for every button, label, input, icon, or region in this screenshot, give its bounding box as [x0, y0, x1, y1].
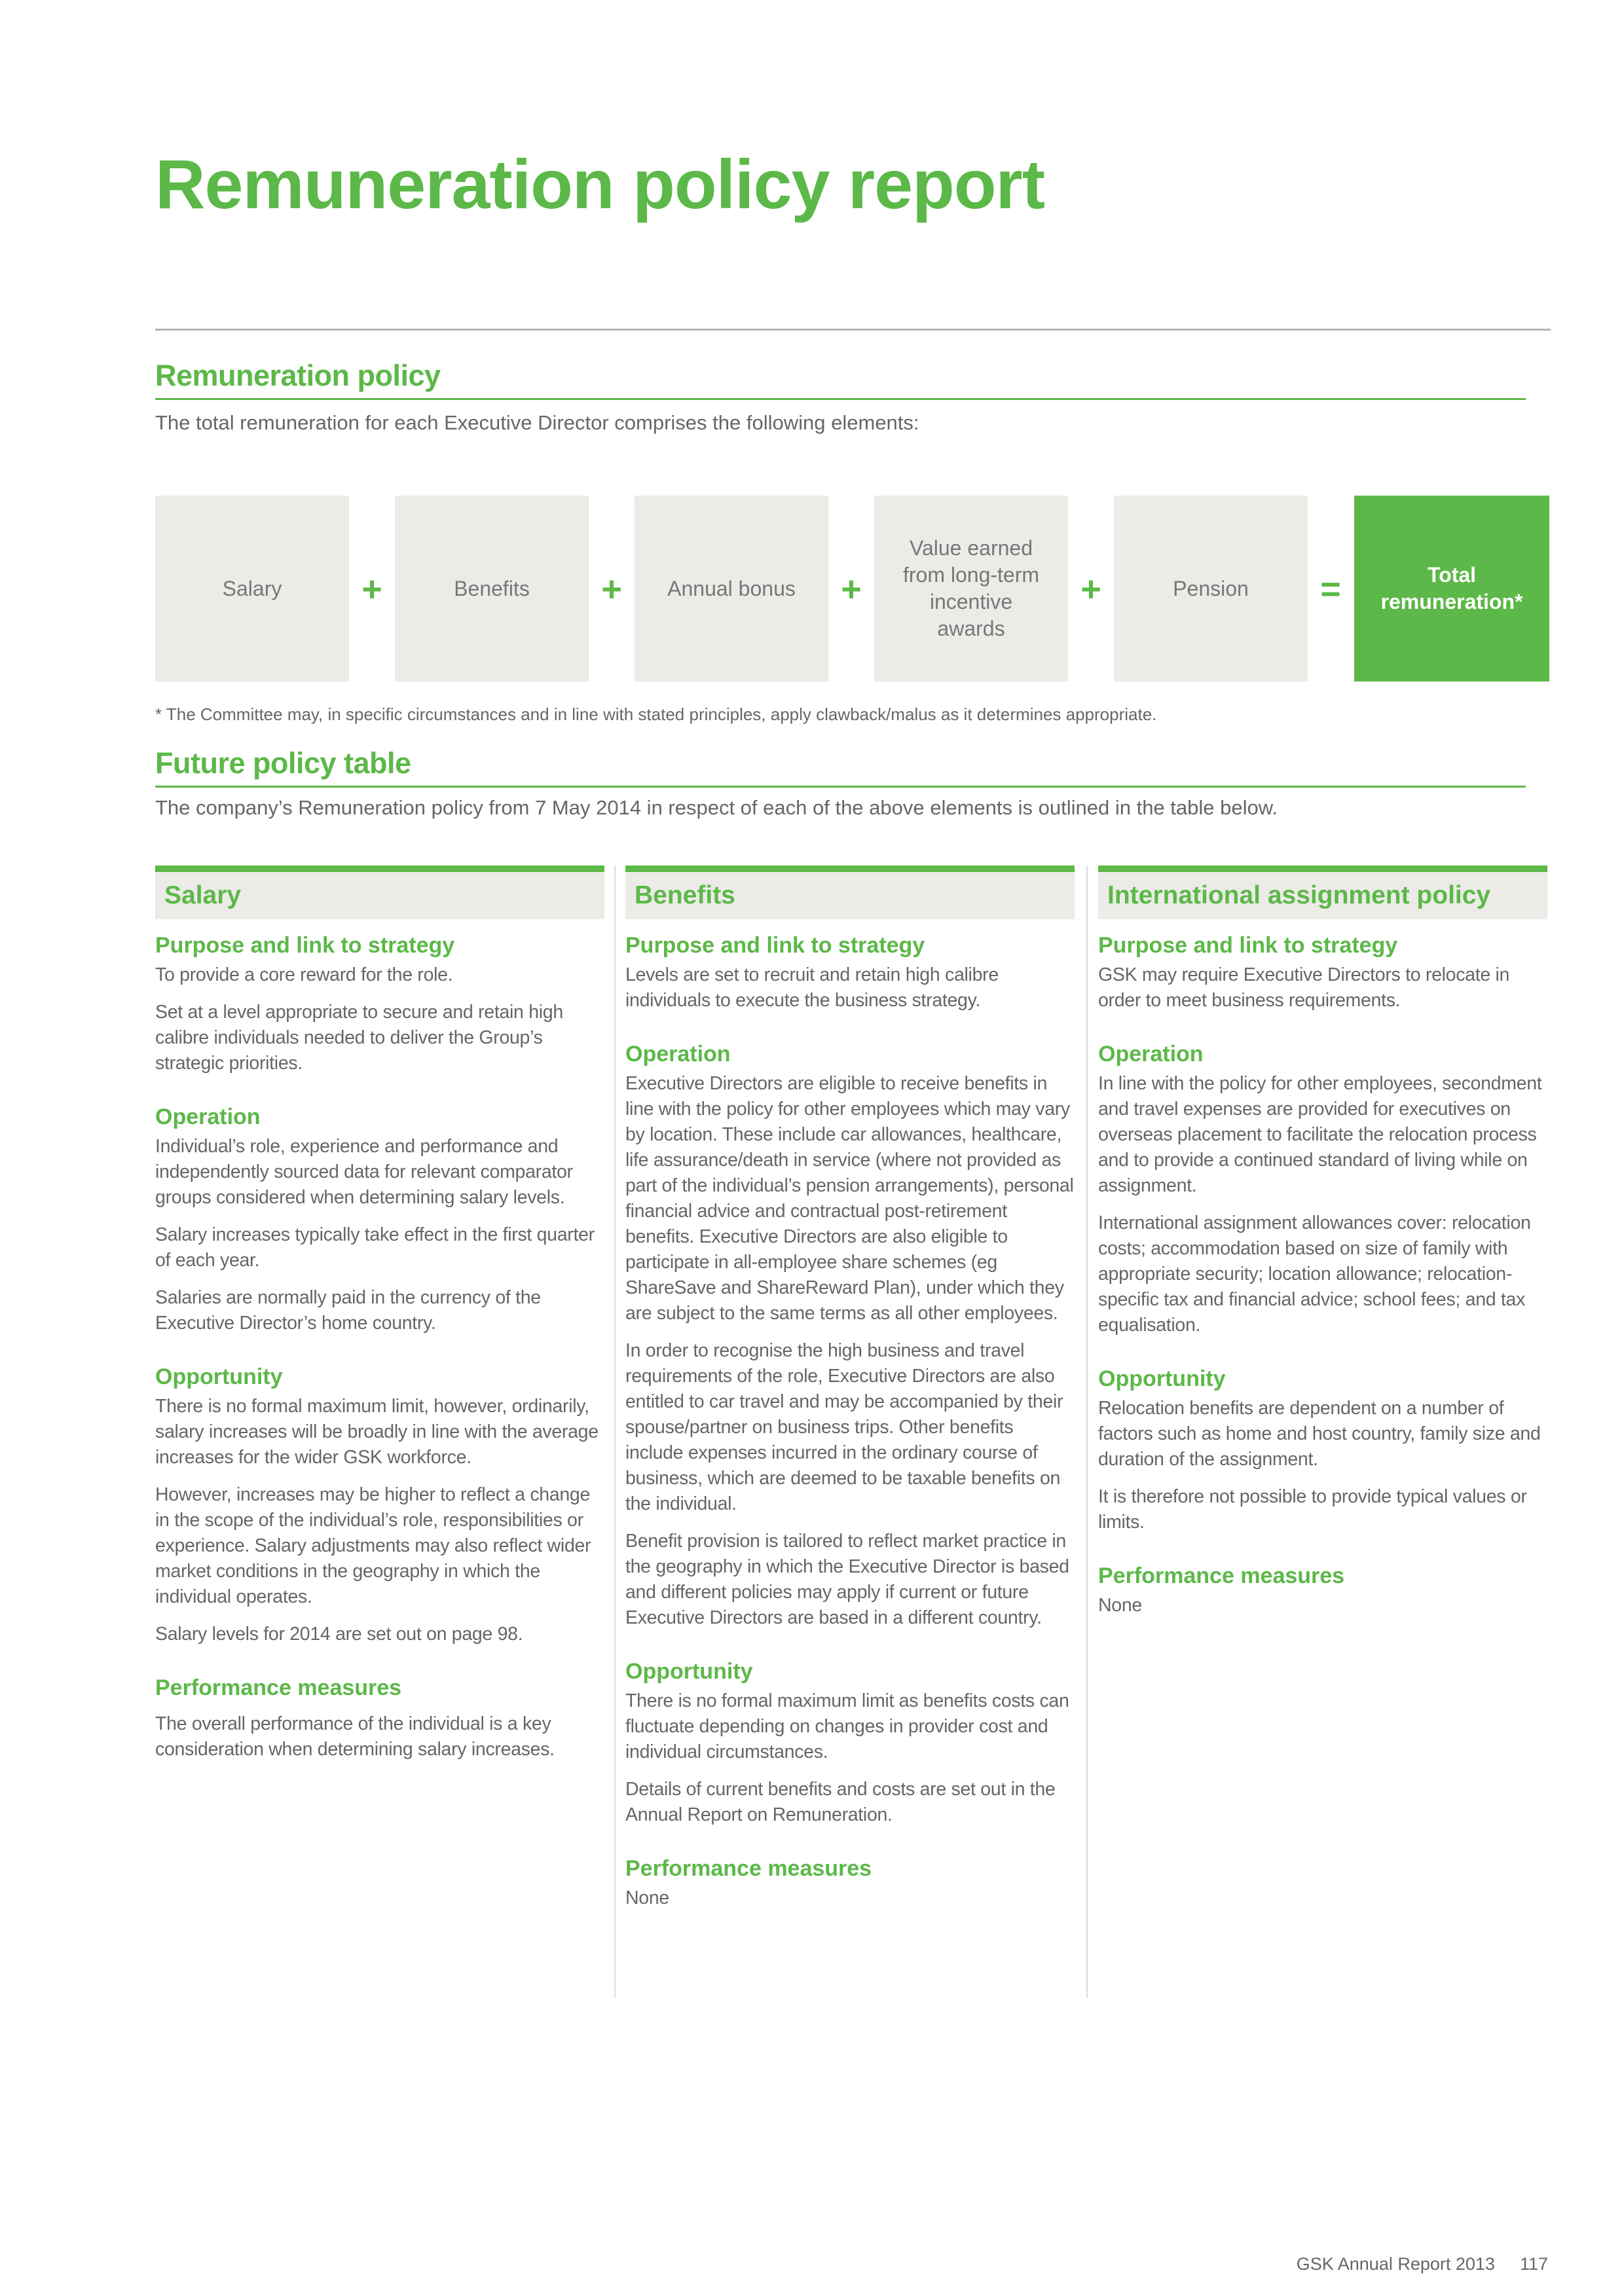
page-number: 117: [1519, 2254, 1548, 2274]
paragraph: Salary levels for 2014 are set out on page 98.: [155, 1624, 523, 1645]
policy-column-salary: [155, 866, 604, 1789]
plus-operator: +: [841, 570, 862, 609]
future-policy-intro: The company’s Remuneration policy from 7 May 2014 in respect of each of the above elements is outlined in the table below.: [155, 796, 1278, 819]
paragraph: There is no formal maximum limit as benefits costs can fluctuate depending on changes in provider cost and individual circumstances.: [625, 1690, 1069, 1762]
section-title: Performance measures: [155, 1675, 402, 1700]
equals-operator: =: [1320, 570, 1341, 609]
element-box-total-remuneration: Total remuneration*: [1354, 496, 1549, 682]
paragraph: It is therefore not possible to provide typical values or limits.: [1098, 1486, 1527, 1533]
paragraph: There is no formal maximum limit, however, ordinarily, salary increases will be broadly in line with the average increases for the wider GSK workforce.: [155, 1396, 599, 1468]
column-heading: Salary: [155, 872, 604, 919]
report-name: GSK Annual Report 2013: [1296, 2254, 1495, 2274]
paragraph: GSK may require Executive Directors to relocate in order to meet business requirements.: [1098, 964, 1510, 1011]
element-box-salary: Salary: [155, 496, 349, 682]
section-title: Purpose and link to strategy: [625, 933, 925, 958]
paragraph: Details of current benefits and costs are set out in the Annual Report on Remuneration.: [625, 1779, 1056, 1825]
paragraph: International assignment allowances cover: relocation costs; accommodation based on size of family with appropriate security; location allowance; relocation-specific tax and financial advice; school fees; and tax equalisation.: [1098, 1212, 1531, 1336]
column-heading: Benefits: [625, 872, 1075, 919]
paragraph: The overall performance of the individual is a key consideration when determining salary increases.: [155, 1713, 555, 1760]
paragraph: However, increases may be higher to reflect a change in the scope of the individual’s role, responsibilities or experience. Salary adjustments may also reflect wider market conditions in the geography in which the individual operates.: [155, 1484, 591, 1607]
paragraph: Set at a level appropriate to secure and retain high calibre individuals needed to deliver the Group’s strategic priorities.: [155, 1002, 563, 1074]
column-accent-bar: [625, 866, 1075, 872]
plus-operator: +: [601, 570, 622, 609]
section-title: Performance measures: [1098, 1563, 1345, 1588]
paragraph: Salaries are normally paid in the currency of the Executive Director’s home country.: [155, 1287, 541, 1334]
column-accent-bar: [155, 866, 604, 872]
paragraph: None: [1098, 1595, 1142, 1616]
paragraph: Executive Directors are eligible to receive benefits in line with the policy for other employees which may vary by location. These include car allowances, healthcare, life assurance/death in service (where not provided as part of the individual’s pension arrangements), personal financial advice and contractual post-retirement benefits. Executive Directors are also eligible to participate in all-employee share schemes (eg ShareSave and ShareReward Plan), under which they are subject to the same terms as all other employees.: [625, 1073, 1074, 1324]
paragraph: Relocation benefits are dependent on a number of factors such as home and host country, family size and duration of the assignment.: [1098, 1398, 1541, 1470]
section-title: Purpose and link to strategy: [1098, 933, 1398, 958]
section-title: Performance measures: [625, 1856, 872, 1881]
paragraph: To provide a core reward for the role.: [155, 964, 453, 985]
paragraph: Individual’s role, experience and performance and independently sourced data for relevant comparator groups considered when determining salary levels.: [155, 1136, 573, 1208]
paragraph: Levels are set to recruit and retain high calibre individuals to execute the business strategy.: [625, 964, 999, 1011]
section-title: Operation: [1098, 1042, 1204, 1066]
section-title: Operation: [625, 1042, 731, 1066]
section-title: Opportunity: [625, 1659, 753, 1684]
section-title: Opportunity: [1098, 1366, 1226, 1391]
paragraph: In order to recognise the high business and travel requirements of the role, Executive Directors are also entitled to car travel and may be accompanied by their spouse/partner on business trips. Other benefits include expenses incurred in the ordinary course of business, which are deemed to be taxable benefits on the individual.: [625, 1340, 1063, 1514]
element-box-pension: Pension: [1114, 496, 1308, 682]
section-title: Purpose and link to strategy: [155, 933, 455, 958]
element-box-benefits: Benefits: [395, 496, 589, 682]
column-divider: [1086, 866, 1088, 1998]
paragraph: Salary increases typically take effect in the first quarter of each year.: [155, 1224, 595, 1271]
title-divider: [155, 329, 1551, 331]
column-accent-bar: [1098, 866, 1547, 872]
section-title: Operation: [155, 1104, 261, 1129]
remuneration-policy-heading: Remuneration policy: [155, 359, 1526, 400]
column-divider: [614, 866, 616, 1998]
plus-operator: +: [1080, 570, 1101, 609]
future-policy-heading: Future policy table: [155, 746, 1526, 788]
page-title: Remuneration policy report: [155, 146, 1045, 223]
element-box-annual-bonus: Annual bonus: [635, 496, 828, 682]
policy-column-benefits: [625, 866, 1075, 1937]
column-heading: International assignment policy: [1098, 872, 1547, 919]
policy-column-international-assignment: [1098, 866, 1547, 1645]
remuneration-policy-intro: The total remuneration for each Executive Director comprises the following elements:: [155, 411, 919, 434]
paragraph: None: [625, 1887, 669, 1908]
page-footer: [1297, 2254, 1548, 2274]
paragraph: Benefit provision is tailored to reflect market practice in the geography in which the Executive Director is based and different policies may apply if current or future Executive Directors are based in a different country.: [625, 1531, 1069, 1628]
section-title: Opportunity: [155, 1364, 283, 1389]
paragraph: In line with the policy for other employees, secondment and travel expenses are provided for executives on overseas placement to facilitate the relocation process and to provide a continued standard of living while on assignment.: [1098, 1073, 1542, 1196]
clawback-footnote: * The Committee may, in specific circumstances and in line with stated principles, apply clawback/malus as it determines appropriate.: [155, 704, 1157, 724]
plus-operator: +: [361, 570, 382, 609]
element-box-long-term-incentive: Value earned from long-term incentive awards: [874, 496, 1068, 682]
